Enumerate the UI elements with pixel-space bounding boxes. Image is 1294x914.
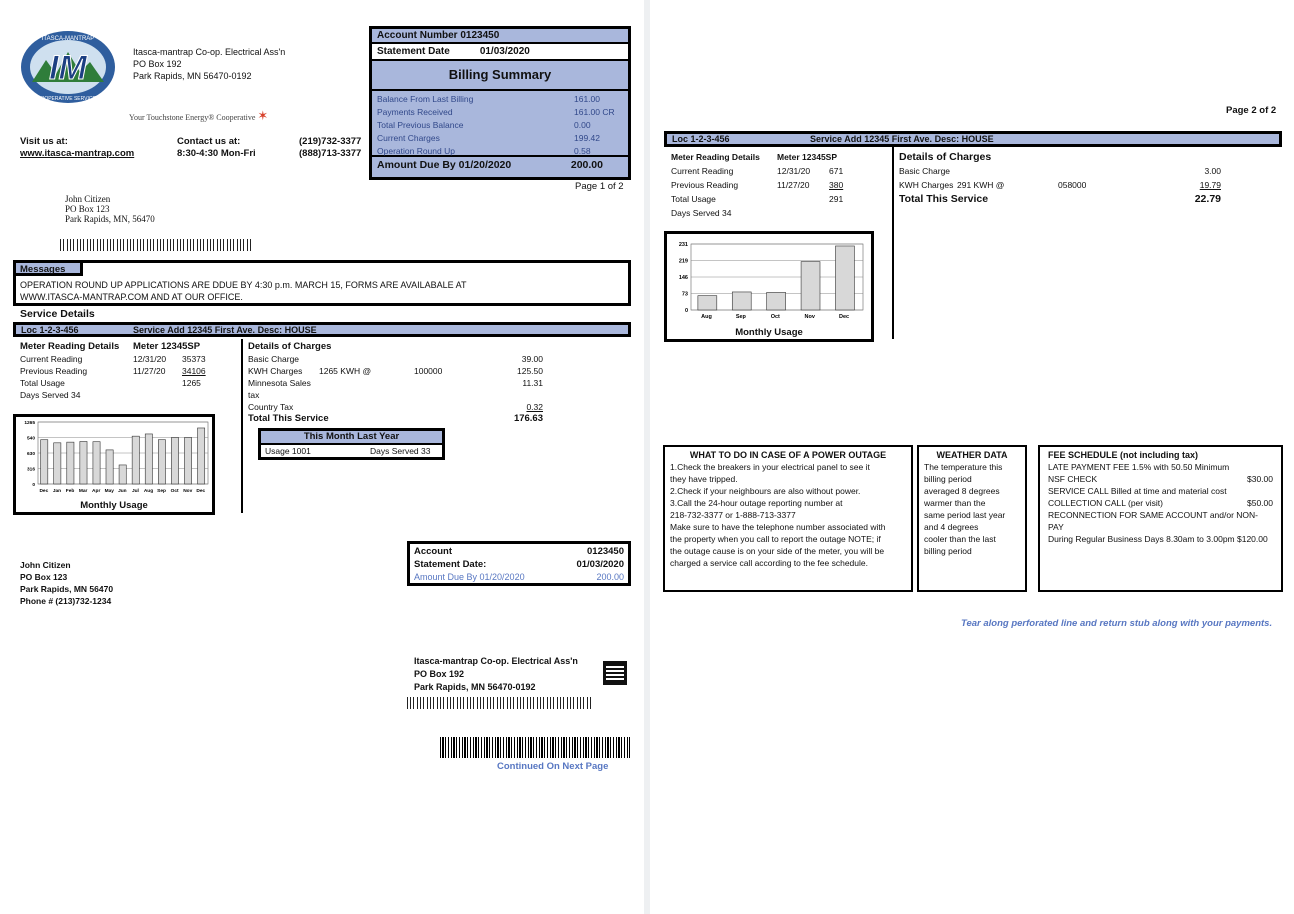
y-tick-label: 146 <box>678 275 688 281</box>
charge-row <box>248 377 543 401</box>
x-tick-label: Aug <box>701 314 712 320</box>
usage-bar <box>106 450 113 484</box>
charge-rate <box>414 353 474 365</box>
page2-usage-chart-svg <box>667 234 871 326</box>
weather-box <box>917 445 1027 592</box>
weather-line: billing period <box>924 474 972 484</box>
payment-barcode <box>440 737 630 758</box>
customer-name: John Citizen <box>65 194 111 204</box>
y-tick-label: 0 <box>684 308 688 314</box>
x-tick-label: Sep <box>735 314 746 320</box>
fee-value: $50.00 <box>1247 498 1273 508</box>
customer-po: PO Box 123 <box>65 204 110 214</box>
stub-date-label: Statement Date: <box>414 559 487 570</box>
charge-value: 125.50 <box>517 366 543 376</box>
charge-row <box>248 353 543 365</box>
usage-bar <box>54 443 61 484</box>
charge-label: KWH Charges <box>899 180 954 190</box>
page2-charges-title: Details of Charges <box>899 151 992 163</box>
page2-address: Service Add 12345 First Ave. Desc: HOUSE <box>810 134 994 144</box>
summary-row-value: 0.00 <box>574 120 591 130</box>
fee-row <box>1048 473 1273 485</box>
outage-line: they have tripped. <box>670 474 738 484</box>
x-tick-label: Dec <box>839 314 850 320</box>
charge-quantity <box>319 377 414 401</box>
service-address: Service Add 12345 First Ave. Desc: HOUSE <box>133 325 317 335</box>
y-tick-label: 630 <box>26 452 35 457</box>
last-year-box <box>258 428 445 460</box>
fee-value: $30.00 <box>1247 474 1273 484</box>
summary-row-label: Payments Received <box>377 107 453 117</box>
weather-line: cooler than the last <box>924 534 996 544</box>
usage-bar <box>93 442 100 484</box>
charge-rate: 100000 <box>414 366 443 376</box>
charge-rate <box>1058 164 1118 178</box>
remit-po: PO Box 192 <box>414 669 465 679</box>
days-served: Days Served 34 <box>20 390 81 400</box>
page2-total-label: Total This Service <box>899 193 989 205</box>
statement-date: 01/03/2020 <box>479 46 530 57</box>
outage-line: the outage cause is on your side of the meter, you will be <box>670 546 885 556</box>
usage-bar <box>80 441 87 484</box>
y-tick-label: 231 <box>678 242 688 248</box>
previous-reading-date: 11/27/20 <box>133 366 166 376</box>
page-number: Page 1 of 2 <box>575 181 624 192</box>
x-tick-label: Oct <box>170 489 179 494</box>
stub-customer-phone: Phone # (213)732-1234 <box>20 596 112 606</box>
charge-rate <box>414 401 474 413</box>
x-tick-label: Mar <box>78 489 88 494</box>
statement-date-label: Statement Date <box>377 46 450 57</box>
statement-page-1 <box>0 0 644 914</box>
page2-previous-date: 11/27/20 <box>777 180 810 190</box>
outage-line: 3.Call the 24-hour outage reporting number at <box>670 498 843 508</box>
fee-row <box>1048 533 1273 545</box>
fee-label: RECONNECTION FOR SAME ACCOUNT and/or NON-PAY <box>1048 510 1259 532</box>
outage-box <box>663 445 913 592</box>
weather-text <box>924 461 1020 557</box>
messages-text: OPERATION ROUND UP APPLICATIONS ARE DDUE BY 4:30 p.m. MARCH 15, FORMS ARE AVAILABALE AT WWW.ITASCA-MANTRAP.COM AND AT OUR OFFICE. <box>20 280 467 302</box>
x-tick-label: Jun <box>118 489 127 494</box>
billing-summary-title: Billing Summary <box>372 61 628 91</box>
service-loc: Loc 1-2-3-456 <box>21 325 79 335</box>
charge-rate: 058000 <box>1058 180 1087 190</box>
page2-current-label: Current Reading <box>671 166 734 176</box>
contact-label: Contact us at: <box>177 136 241 147</box>
chart-title: Monthly Usage <box>80 500 148 511</box>
current-reading-date: 12/31/20 <box>133 354 167 364</box>
x-tick-label: Sep <box>157 489 166 494</box>
touchstone-star-icon: ✶ <box>257 108 269 123</box>
mailing-address <box>65 194 155 224</box>
summary-row-value: 161.00 <box>574 94 600 104</box>
contact-phones <box>299 136 361 160</box>
x-tick-label: May <box>104 489 114 494</box>
x-tick-label: Nov <box>804 314 815 320</box>
tear-instruction: Tear along perforated line and return stub along with your payments. <box>961 618 1273 629</box>
tagline: Your Touchstone Energy® Cooperative ✶ <box>129 108 269 123</box>
contact-section <box>177 136 256 160</box>
charge-row <box>248 401 543 413</box>
outage-line: charged a service call according to the fee schedule. <box>670 558 868 568</box>
x-tick-label: Dec <box>196 489 206 494</box>
fee-label: COLLECTION CALL (per visit) <box>1048 498 1163 508</box>
customer-city: Park Rapids, MN, 56470 <box>65 214 155 224</box>
summary-row-label: Total Previous Balance <box>377 120 464 130</box>
y-tick-label: 0 <box>32 483 35 488</box>
statement-date-row <box>372 44 628 61</box>
remit-company: Itasca-mantrap Co-op. Electrical Ass'n <box>414 656 578 666</box>
weather-line: same period last year <box>924 510 1006 520</box>
summary-row-label: Current Charges <box>377 133 440 143</box>
weather-line: averaged 8 degrees <box>924 486 1000 496</box>
usage-bar <box>184 438 191 485</box>
weather-title: WEATHER DATA <box>936 450 1008 460</box>
summary-row <box>377 132 623 145</box>
page2-days: Days Served 34 <box>671 208 732 218</box>
last-year-usage: Usage 1001 <box>265 446 311 456</box>
page2-current-value: 671 <box>829 166 844 176</box>
stub-account-label: Account <box>414 546 452 557</box>
outage-text <box>670 461 906 569</box>
charge-row <box>899 178 1221 192</box>
charge-label: Basic Charge <box>248 354 300 364</box>
stub-date: 01/03/2020 <box>576 559 624 570</box>
fee-label: During Regular Business Days 8.30am to 3.00pm $120.00 <box>1048 534 1268 544</box>
outage-title: WHAT TO DO IN CASE OF A POWER OUTAGE <box>689 450 887 460</box>
charge-label: Minnesota Sales tax <box>248 378 311 400</box>
stub-customer-name: John Citizen <box>20 560 71 570</box>
column-divider <box>241 339 243 513</box>
messages-box <box>13 260 631 306</box>
summary-row <box>377 119 623 132</box>
page2-chart-title: Monthly Usage <box>735 327 803 338</box>
company-address <box>133 46 285 82</box>
usage-bar <box>119 465 126 484</box>
y-tick-label: 73 <box>681 291 688 298</box>
page2-number: Page 2 of 2 <box>1226 105 1277 116</box>
meter-title: Meter Reading Details <box>20 341 120 352</box>
page2-previous-value: 380 <box>829 180 844 190</box>
summary-row-value: 199.42 <box>574 133 600 143</box>
summary-row-value: 0.58 <box>574 146 591 156</box>
usage-bar <box>767 292 786 310</box>
usage-bar <box>67 442 74 484</box>
summary-row <box>377 106 623 119</box>
y-tick-label: 219 <box>678 258 688 265</box>
fee-row <box>1048 485 1273 497</box>
phone-2: (888)713-3377 <box>299 148 362 159</box>
company-city: Park Rapids, MN 56470-0192 <box>133 71 252 81</box>
charge-quantity: 1265 KWH @ <box>319 366 372 376</box>
total-service-label: Total This Service <box>248 413 329 424</box>
outage-line: 218-732-3377 or 1-888-713-3377 <box>670 510 796 520</box>
outage-line: 2.Check if your neighbours are also without power. <box>670 486 861 496</box>
page2-meter-id: Meter 12345SP <box>777 152 838 162</box>
x-tick-label: Jan <box>52 489 62 494</box>
usage-bar <box>835 246 854 310</box>
page2-usage-chart <box>664 231 874 342</box>
charge-label: Country Tax <box>248 402 294 412</box>
charge-row <box>248 365 543 377</box>
x-tick-label: Nov <box>183 489 193 494</box>
x-tick-label: Oct <box>770 314 780 320</box>
usage-chart-svg <box>16 417 212 499</box>
last-year-title: This Month Last Year <box>261 431 442 445</box>
fee-schedule-box <box>1038 445 1283 592</box>
usage-bar <box>732 292 751 310</box>
y-tick-label: 316 <box>26 467 35 473</box>
x-tick-label: Apr <box>92 489 101 494</box>
page2-usage: 291 <box>829 194 844 204</box>
total-service: 176.63 <box>513 413 543 424</box>
charge-value: 19.79 <box>1199 180 1221 190</box>
postal-barcode <box>60 239 252 251</box>
current-reading-label: Current Reading <box>20 354 83 364</box>
stub-due-label: Amount Due By 01/20/2020 <box>414 572 525 582</box>
stub-due: 200.00 <box>596 572 624 582</box>
usage-bar <box>198 428 205 484</box>
qr-code-icon <box>603 661 627 685</box>
weather-line: and 4 degrees <box>924 522 979 532</box>
summary-row-label: Balance From Last Billing <box>377 94 474 104</box>
usage-bar <box>171 438 178 485</box>
page2-service-bar <box>664 131 1282 147</box>
stub-account-box <box>407 541 631 586</box>
page2-current-date: 12/31/20 <box>777 166 811 176</box>
service-location-bar <box>13 322 631 337</box>
visit-label: Visit us at: <box>20 136 68 147</box>
x-tick-label: Aug <box>143 489 154 494</box>
charges-title: Details of Charges <box>248 341 332 352</box>
last-year-days: Days Served 33 <box>370 446 431 456</box>
outage-line: the property when you call to report the outage NOTE; if <box>670 534 881 544</box>
stub-account: 0123450 <box>587 546 624 557</box>
remit-address <box>414 655 578 694</box>
y-tick-label: 540 <box>26 436 35 442</box>
previous-reading-value: 34106 <box>182 366 206 376</box>
page2-total: 22.79 <box>1194 193 1221 205</box>
total-usage: 1265 <box>182 378 201 388</box>
charge-value: 0.32 <box>526 402 543 412</box>
usage-bar <box>158 440 165 484</box>
page2-loc: Loc 1-2-3-456 <box>672 134 730 144</box>
fee-title: FEE SCHEDULE (not including tax) <box>1048 450 1198 460</box>
fee-label: SERVICE CALL Billed at time and material cost <box>1048 486 1227 496</box>
billing-summary <box>369 26 631 180</box>
account-number: Account Number 0123450 <box>372 29 628 44</box>
summary-row-value: 161.00 CR <box>574 107 615 117</box>
current-reading-value: 35373 <box>182 354 206 364</box>
svg-text:IM: IM <box>49 49 87 87</box>
outage-line: Make sure to have the telephone number associated with <box>670 522 886 532</box>
charge-label: Basic Charge <box>899 166 951 176</box>
fee-row <box>1048 497 1273 509</box>
outage-line: 1.Check the breakers in your electrical panel to see it <box>670 462 870 472</box>
charges-list <box>248 353 543 413</box>
monthly-usage-chart <box>13 414 215 515</box>
charge-label: KWH Charges <box>248 366 303 376</box>
x-tick-label: Dec <box>39 489 49 494</box>
usage-bar <box>145 434 152 484</box>
fee-rows <box>1048 461 1273 545</box>
previous-reading-label: Previous Reading <box>20 366 88 376</box>
stub-customer-city: Park Rapids, MN 56470 <box>20 584 114 594</box>
company-logo <box>20 30 116 104</box>
phone-1: (219)732-3377 <box>299 136 362 147</box>
charge-quantity <box>319 353 414 365</box>
stub-customer-po: PO Box 123 <box>20 572 68 582</box>
page2-meter-title: Meter Reading Details <box>671 152 760 162</box>
summary-row-label: Operation Round Up <box>377 146 455 156</box>
meter-id: Meter 12345SP <box>133 341 201 352</box>
y-tick-label: 1265 <box>24 421 35 426</box>
weather-line: billing period <box>924 546 972 556</box>
x-tick-label: Jul <box>131 489 139 494</box>
charge-value: 3.00 <box>1204 166 1221 176</box>
charge-quantity <box>957 164 1058 178</box>
fee-label: LATE PAYMENT FEE 1.5% with 50.50 Minimum <box>1048 462 1230 472</box>
fee-row <box>1048 461 1273 473</box>
statement-page-2 <box>650 0 1294 914</box>
fee-row <box>1048 509 1273 533</box>
remit-postal-barcode <box>407 697 593 709</box>
svg-text:ITASCA-MANTRAP: ITASCA-MANTRAP <box>41 36 95 42</box>
summary-row <box>377 145 623 158</box>
charge-quantity: 291 KWH @ <box>957 180 1005 190</box>
usage-bar <box>698 296 717 310</box>
x-tick-label: Feb <box>65 489 75 494</box>
charge-row <box>899 164 1221 178</box>
total-usage-label: Total Usage <box>20 378 65 388</box>
messages-title: Messages <box>13 260 83 276</box>
charge-quantity <box>319 401 414 413</box>
usage-bar <box>801 262 820 310</box>
continued-next-page: Continued On Next Page <box>497 761 609 772</box>
weather-line: warmer than the <box>924 498 986 508</box>
details-of-charges <box>248 341 543 425</box>
summary-rows <box>372 91 628 155</box>
page2-charges <box>899 150 1221 206</box>
amount-due-label: Amount Due By 01/20/2020 <box>377 159 512 171</box>
fee-label: NSF CHECK <box>1048 474 1098 484</box>
meter-reading-details <box>20 341 235 401</box>
page2-charges-list <box>899 164 1221 192</box>
page2-usage-label: Total Usage <box>671 194 716 204</box>
company-name: Itasca-mantrap Co-op. Electrical Ass'n <box>133 47 286 57</box>
page2-divider <box>892 147 894 339</box>
stub-customer-address <box>20 559 113 607</box>
svg-text:COOPERATIVE SERVICES: COOPERATIVE SERVICES <box>36 96 100 102</box>
page2-meter-details <box>671 150 891 220</box>
page2-previous-label: Previous Reading <box>671 180 739 190</box>
visit-section <box>20 136 134 160</box>
company-po: PO Box 192 <box>133 59 182 69</box>
amount-due: 200.00 <box>570 159 603 171</box>
remit-city: Park Rapids, MN 56470-0192 <box>414 682 536 692</box>
website-link[interactable]: www.itasca-mantrap.com <box>20 148 135 159</box>
weather-line: The temperature this <box>924 462 1003 472</box>
service-details-title: Service Details <box>20 308 95 320</box>
charge-value: 11.31 <box>522 378 543 388</box>
usage-bar <box>41 440 48 484</box>
contact-hours: 8:30-4:30 Mon-Fri <box>177 148 256 159</box>
summary-row <box>377 93 623 106</box>
charge-value: 39.00 <box>521 354 543 364</box>
charge-rate <box>414 377 474 401</box>
usage-bar <box>132 436 139 484</box>
